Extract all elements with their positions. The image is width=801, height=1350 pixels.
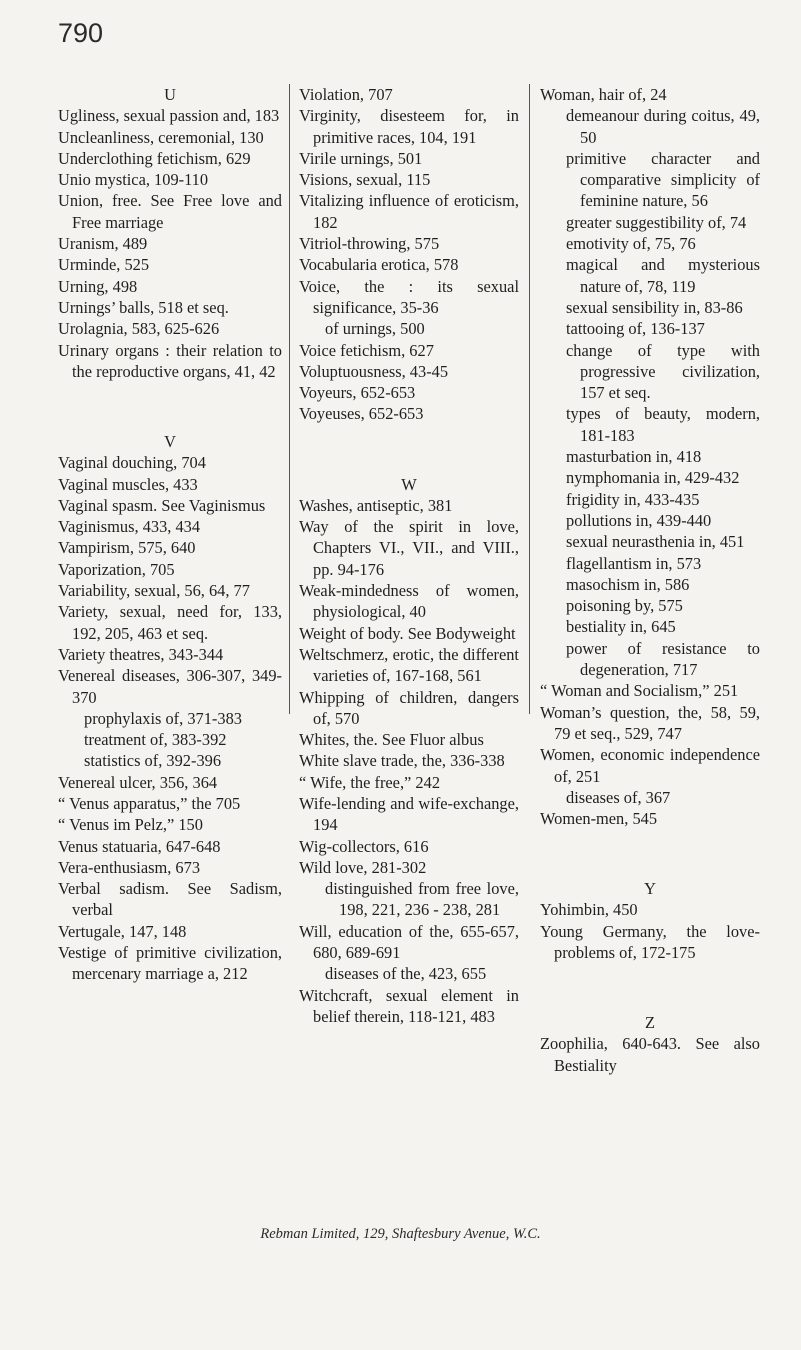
index-entry: Vaginismus, 433, 434 [58, 517, 201, 537]
index-entry: Variety, sexual, need for, 133, 192, 205, 463 et seq. [58, 602, 282, 643]
index-subentry: emotivity of, 75, 76 [566, 234, 696, 254]
index-entry: Vocabularia erotica, 578 [299, 255, 459, 275]
index-entry: Zoophilia, 640-643. See also Bestiality [540, 1034, 760, 1075]
index-entry: Uncleanliness, ceremonial, 130 [58, 127, 264, 147]
index-entry: Union, free. See Free love and Free marriage [58, 191, 282, 232]
index-entry: “ Venus apparatus,” the 705 [58, 793, 241, 813]
index-subentry: statistics of, 392-396 [84, 751, 222, 771]
index-entry: Way of the spirit in love, Chapters VI., VII., and VIII., pp. 94-176 [299, 517, 519, 579]
index-entry: Underclothing fetichism, 629 [58, 148, 251, 168]
index-entry: Virile urnings, 501 [299, 148, 423, 168]
column-divider [289, 84, 290, 714]
index-entry: Ugliness, sexual passion and, 183 [58, 106, 280, 126]
index-entry: Vitriol-throwing, 575 [299, 234, 440, 254]
index-subentry: of urnings, 500 [325, 319, 425, 339]
index-entry: Wife-lending and wife-exchange, 194 [299, 793, 519, 835]
index-entry: Vestige of primitive civilization, mercenary marriage a, 212 [58, 943, 282, 984]
index-entry: Voyeurs, 652-653 [299, 383, 416, 403]
index-entry: Voice fetichism, 627 [299, 340, 434, 360]
index-entry: Vaginal muscles, 433 [58, 474, 198, 494]
publisher-footer: Rebman Limited, 129, Shaftesbury Avenue, W.C. [260, 1226, 541, 1242]
index-subentry: greater suggestibility of, 74 [566, 212, 747, 232]
index-subentry: poisoning by, 575 [566, 596, 683, 616]
index-entry: Vampirism, 575, 640 [58, 538, 196, 558]
index-entry: Urnings’ balls, 518 et seq. [58, 297, 229, 317]
index-entry: Vaporization, 705 [58, 559, 175, 579]
index-entry: Verbal sadism. See Sadism, verbal [58, 879, 282, 920]
index-entry: Virginity, disesteem for, in primitive races, 104, 191 [299, 106, 519, 147]
index-subentry: sexual neurasthenia in, 451 [566, 532, 745, 552]
index-subentry: types of beauty, modern, 181-183 [566, 404, 760, 445]
column-divider [529, 84, 530, 714]
index-entry: Yohimbin, 450 [540, 900, 638, 920]
index-entry: Weltschmerz, erotic, the different varieties of, 167-168, 561 [299, 644, 519, 686]
index-entry: Vaginal spasm. See Vaginismus [58, 495, 266, 515]
index-subentry: diseases of, 367 [566, 787, 671, 807]
section-letter: V [164, 431, 176, 451]
index-subentry: diseases of the, 423, 655 [325, 964, 487, 984]
index-column-1 [58, 84, 282, 985]
index-subentry: change of type with progressive civilization, 157 et seq. [566, 340, 760, 403]
section-gap [540, 846, 760, 862]
index-entry: Witchcraft, sexual element in belief therein, 118-121, 483 [299, 985, 519, 1026]
index-subentry: magical and mysterious nature of, 78, 119 [566, 255, 760, 296]
index-entry: Whites, the. See Fluor albus [299, 730, 484, 750]
index-entry: Vaginal douching, 704 [58, 453, 206, 473]
index-column-3 [540, 84, 760, 1076]
index-subentry: power of resistance to degeneration, 717 [566, 638, 760, 680]
index-entry: Violation, 707 [299, 85, 393, 104]
index-subentry: masturbation in, 418 [566, 447, 702, 467]
index-entry: Urning, 498 [58, 276, 138, 296]
index-entry: Unio mystica, 109-110 [58, 170, 209, 190]
index-entry: White slave trade, the, 336-338 [299, 751, 505, 771]
index-subentry: sexual sensibility in, 83-86 [566, 297, 743, 317]
index-entry: Venereal diseases, 306-307, 349-370 [58, 666, 282, 707]
index-entry: Urminde, 525 [58, 255, 150, 275]
index-entry: Urolagnia, 583, 625-626 [58, 319, 220, 339]
index-entry: Weak-mindedness of women, physiological, 40 [299, 581, 519, 622]
index-subentry: bestiality in, 645 [566, 617, 676, 637]
index-entry: Vitalizing influence of eroticism, 182 [299, 191, 519, 232]
section-gap [58, 399, 282, 415]
index-entry: Variability, sexual, 56, 64, 77 [58, 581, 250, 601]
index-column-2 [299, 84, 519, 1027]
index-subentry: prophylaxis of, 371-383 [84, 708, 242, 728]
index-entry: “ Venus im Pelz,” 150 [58, 815, 203, 835]
section-letter: Z [644, 1013, 655, 1033]
section-letter: U [164, 85, 176, 104]
index-entry: Vera-enthusiasm, 673 [58, 857, 201, 877]
index-entry: Urinary organs : their relation to the reproductive organs, 41, 42 [58, 340, 282, 381]
index-entry: “ Woman and Socialism,” 251 [540, 681, 739, 701]
index-subentry: frigidity in, 433-435 [566, 489, 700, 509]
index-subentry: demeanour during coitus, 49, 50 [566, 106, 760, 147]
index-entry: Venus statuaria, 647-648 [58, 836, 221, 856]
section-gap [299, 441, 519, 457]
index-subentry: tattooing of, 136-137 [566, 319, 705, 339]
index-entry: Variety theatres, 343-344 [58, 644, 224, 664]
index-entry: Voyeuses, 652-653 [299, 404, 424, 424]
index-entry: Vertugale, 147, 148 [58, 921, 187, 941]
section-letter: W [401, 474, 417, 494]
index-entry: Woman’s question, the, 58, 59, 79 et seq., 529, 747 [540, 702, 760, 743]
index-subentry: primitive character and comparative simplicity of feminine nature, 56 [566, 148, 760, 211]
index-entry: Venereal ulcer, 356, 364 [58, 772, 218, 792]
index-entry: Young Germany, the love-problems of, 172-175 [540, 921, 760, 963]
index-entry: Washes, antiseptic, 381 [299, 495, 453, 515]
index-subentry: masochism in, 586 [566, 574, 690, 594]
index-entry: Visions, sexual, 115 [299, 170, 431, 190]
index-entry: Woman, hair of, 24 [540, 85, 667, 104]
index-entry: Voice, the : its sexual significance, 35-36 [299, 276, 519, 317]
index-entry: “ Wife, the free,” 242 [299, 772, 441, 792]
index-entry: Wig-collectors, 616 [299, 836, 429, 856]
index-entry: Uranism, 489 [58, 234, 148, 254]
index-subentry: pollutions in, 439-440 [566, 510, 712, 530]
section-letter: Y [644, 879, 656, 899]
index-entry: Women, economic independence of, 251 [540, 745, 760, 786]
index-subentry: distinguished from free love, 198, 221, 236 - 238, 281 [325, 879, 519, 920]
index-entry: Will, education of the, 655-657, 680, 689-691 [299, 921, 519, 963]
index-entry: Voluptuousness, 43-45 [299, 361, 449, 381]
index-subentry: nymphomania in, 429-432 [566, 468, 740, 488]
index-entry: Women-men, 545 [540, 809, 658, 829]
index-entry: Whipping of children, dangers of, 570 [299, 687, 519, 728]
index-entry: Weight of body. See Bodyweight [299, 623, 516, 643]
page-number: 790 [58, 18, 104, 48]
index-entry: Wild love, 281-302 [299, 857, 427, 877]
index-subentry: flagellantism in, 573 [566, 553, 702, 573]
section-gap [540, 980, 760, 996]
index-subentry: treatment of, 383-392 [84, 730, 227, 750]
